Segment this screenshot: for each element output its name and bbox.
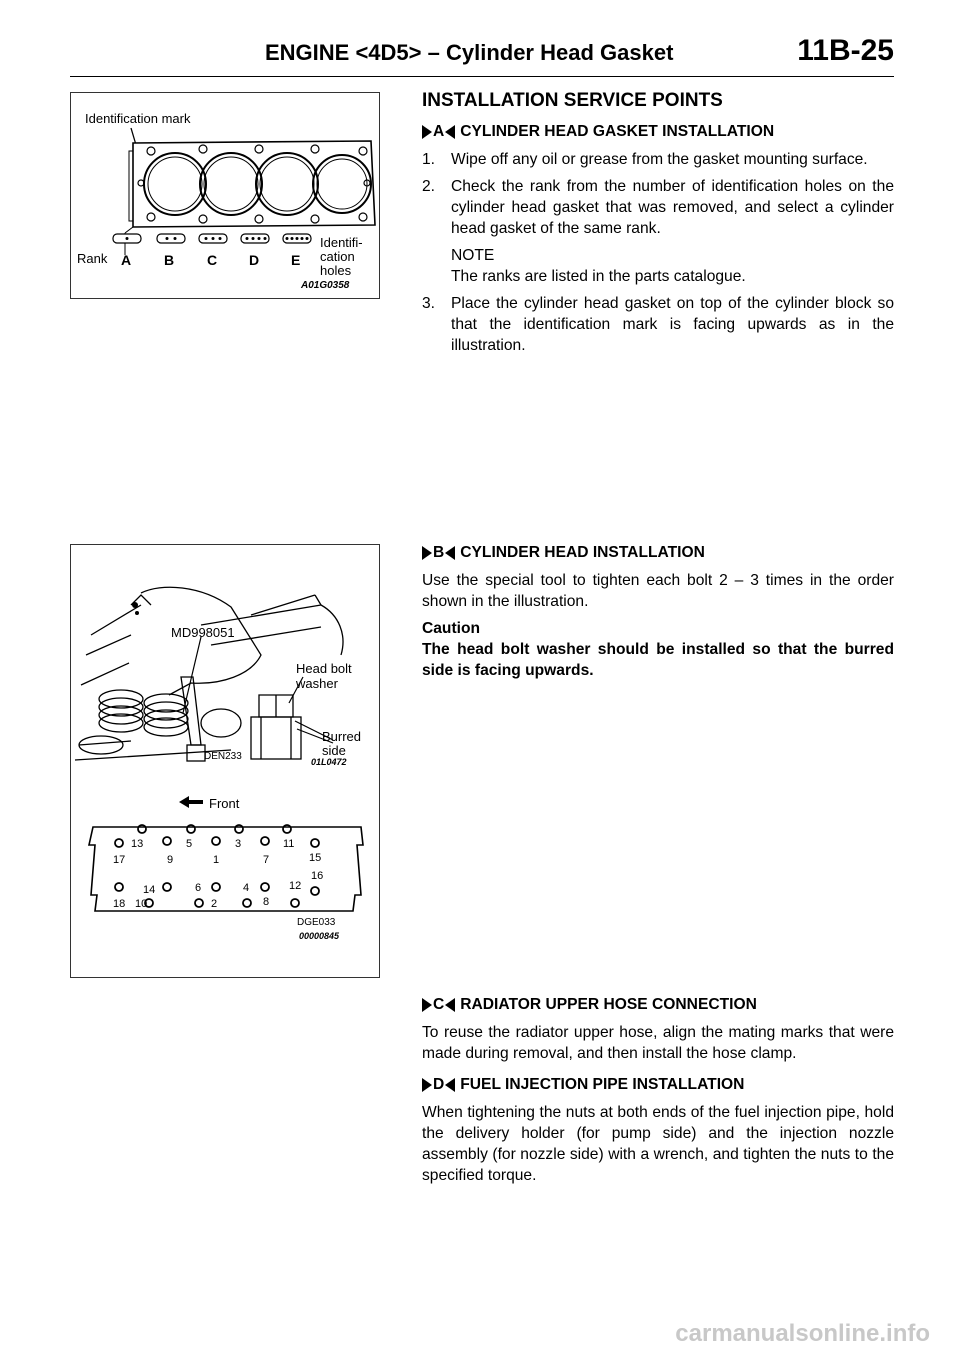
step-number: 2. bbox=[422, 178, 436, 195]
subsection-d-text: When tightening the nuts at both ends of the fuel injection pipe, hold the delivery holder (for pump side) and the injection nozzle assembly (for nozzle side) with a wrench, and tighten the nuts to the specified torque. bbox=[422, 1104, 894, 1184]
right-triangle-icon bbox=[422, 546, 432, 560]
bolt-number: 6 bbox=[195, 882, 202, 894]
step-text: Check the rank from the number of identification holes on the cylinder head gasket that was removed, and select a cylinder head gasket of the same rank. bbox=[451, 178, 894, 237]
step-number: 1. bbox=[422, 151, 436, 168]
burred-label-line2: side bbox=[322, 743, 346, 758]
bolt-number: 14 bbox=[143, 884, 156, 896]
bolt-number: 10 bbox=[135, 898, 148, 910]
figure2-code-b: 01L0472 bbox=[311, 757, 347, 767]
bolt-number: 16 bbox=[311, 870, 324, 882]
gasket-identification-figure bbox=[70, 92, 380, 299]
note-block bbox=[451, 245, 894, 287]
holes-label-line1: Identifi- bbox=[320, 235, 363, 250]
subsection-b-marker: B bbox=[433, 544, 445, 561]
subsection-b bbox=[422, 542, 894, 687]
holes-label-line3: holes bbox=[320, 263, 352, 278]
holes-label-line2: cation bbox=[320, 249, 355, 264]
left-triangle-icon bbox=[445, 1078, 455, 1092]
figure2-code-d: 00000845 bbox=[299, 931, 340, 941]
header-divider bbox=[70, 76, 894, 77]
subsection-b-title bbox=[422, 542, 894, 563]
section-title: INSTALLATION SERVICE POINTS bbox=[422, 90, 723, 111]
bolt-number: 17 bbox=[113, 854, 126, 866]
step-text: Wipe off any oil or grease from the gasket mounting surface. bbox=[451, 151, 868, 168]
subsection-d-marker: D bbox=[433, 1076, 445, 1093]
bolt-number: 12 bbox=[289, 880, 302, 892]
left-triangle-icon bbox=[445, 125, 455, 139]
tightening-order-figure bbox=[70, 544, 380, 978]
bolt-number: 9 bbox=[167, 854, 174, 866]
washer-label-line1: Head bolt bbox=[296, 661, 352, 676]
subsection-c-marker: C bbox=[433, 996, 445, 1013]
rank-c: C bbox=[207, 252, 218, 268]
bolt-number: 4 bbox=[243, 882, 250, 894]
rank-a: A bbox=[121, 252, 132, 268]
left-triangle-icon bbox=[445, 998, 455, 1012]
rank-b: B bbox=[164, 252, 175, 268]
rank-label: Rank bbox=[77, 251, 108, 266]
caution-label: Caution bbox=[422, 620, 481, 637]
step-2 bbox=[422, 176, 894, 239]
subsection-c-heading: RADIATOR UPPER HOSE CONNECTION bbox=[460, 996, 757, 1013]
figure2-code-a: DEN233 bbox=[204, 751, 242, 762]
rank-e: E bbox=[291, 252, 301, 268]
step-number: 3. bbox=[422, 295, 436, 312]
figure1-code: A01G0358 bbox=[301, 280, 350, 291]
washer-label-line2: washer bbox=[296, 676, 338, 691]
front-label: Front bbox=[209, 796, 240, 811]
burred-label-line1: Burred bbox=[322, 729, 362, 744]
step-1 bbox=[422, 149, 894, 170]
bolt-number: 18 bbox=[113, 898, 126, 910]
subsection-a-title bbox=[422, 121, 894, 142]
bolt-number: 5 bbox=[186, 838, 193, 850]
watermark: carmanualsonline.info bbox=[675, 1320, 930, 1347]
bolt-number: 13 bbox=[131, 838, 144, 850]
gasket-illustration bbox=[71, 93, 381, 300]
right-triangle-icon bbox=[422, 1078, 432, 1092]
note-label: NOTE bbox=[451, 247, 495, 264]
note-text: The ranks are listed in the parts catalogue. bbox=[451, 268, 746, 285]
cylinder-head-illustration bbox=[71, 545, 381, 979]
rank-d: D bbox=[249, 252, 260, 268]
bolt-number: 7 bbox=[263, 854, 270, 866]
right-triangle-icon bbox=[422, 125, 432, 139]
subsection-b-text: Use the special tool to tighten each bolt 2 – 3 times in the order shown in the illustration. bbox=[422, 572, 894, 610]
page-number: 11B-25 bbox=[797, 34, 894, 67]
bolt-number: 15 bbox=[309, 852, 322, 864]
caution-text: The head bolt washer should be installed so that the burred side is facing upwards. bbox=[422, 641, 894, 679]
subsection-d-title bbox=[422, 1074, 894, 1095]
left-triangle-icon bbox=[445, 546, 455, 560]
right-triangle-icon bbox=[422, 998, 432, 1012]
bolt-number: 1 bbox=[213, 854, 220, 866]
figure2-code-c: DGE033 bbox=[297, 917, 336, 928]
bolt-number: 2 bbox=[211, 898, 218, 910]
step-text: Place the cylinder head gasket on top of the cylinder block so that the identification mark is facing upwards as in the illustration. bbox=[451, 295, 894, 354]
bolt-number: 11 bbox=[283, 838, 295, 850]
subsection-c-title bbox=[422, 994, 894, 1015]
step-3 bbox=[422, 293, 894, 356]
identification-mark-label: Identification mark bbox=[85, 111, 191, 126]
special-tool-label: MD998051 bbox=[171, 625, 235, 640]
subsection-c-text: To reuse the radiator upper hose, align the mating marks that were made during removal, and then install the hose clamp. bbox=[422, 1024, 894, 1062]
installation-service-points bbox=[422, 90, 894, 362]
bolt-number: 3 bbox=[235, 838, 242, 850]
subsection-a-marker: A bbox=[433, 123, 445, 140]
subsection-c bbox=[422, 994, 894, 1192]
bolt-number: 8 bbox=[263, 896, 270, 908]
page-header-title: ENGINE <4D5> – Cylinder Head Gasket bbox=[265, 40, 674, 65]
front-arrow-icon bbox=[179, 796, 203, 808]
subsection-a-heading: CYLINDER HEAD GASKET INSTALLATION bbox=[460, 123, 775, 140]
subsection-b-heading: CYLINDER HEAD INSTALLATION bbox=[460, 544, 705, 561]
subsection-d-heading: FUEL INJECTION PIPE INSTALLATION bbox=[460, 1076, 745, 1093]
